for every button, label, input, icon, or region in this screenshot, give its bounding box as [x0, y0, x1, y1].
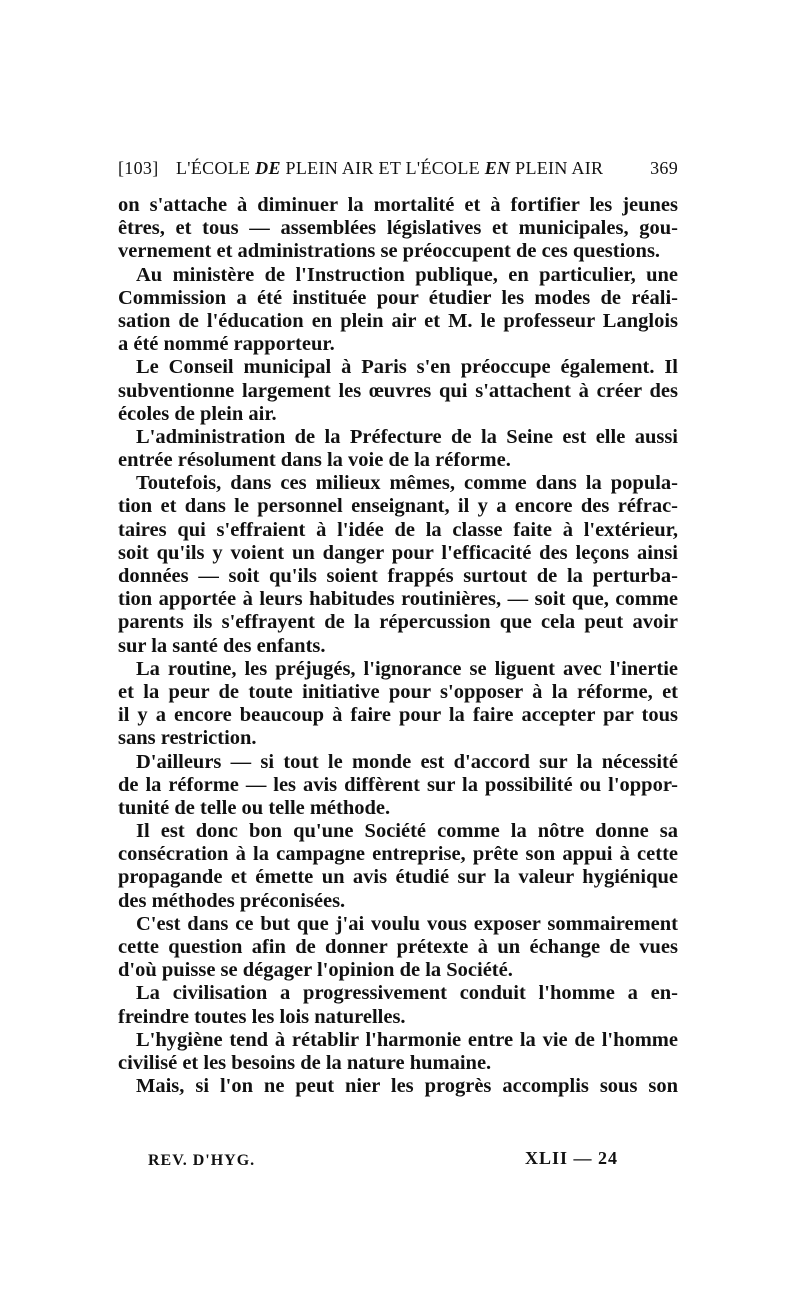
- text-line: freindre toutes les lois naturelles.: [118, 1005, 406, 1028]
- text-line: Le Conseil municipal à Paris s'en préoccupe également. Il: [136, 356, 678, 379]
- running-title: L'ÉCOLE DE PLEIN AIR ET L'ÉCOLE EN PLEIN AIR: [176, 158, 604, 178]
- text-line: Mais, si l'on ne peut nier les progrès accomplis sous son: [136, 1075, 678, 1098]
- text-line: et la peur de toute initiative pour s'opposer à la réforme, et: [118, 680, 678, 703]
- text-line: propagande et émette un avis étudié sur la valeur hygiénique: [118, 866, 678, 889]
- text-line: L'administration de la Préfecture de la Seine est elle aussi: [136, 425, 678, 448]
- text-line: sur la santé des enfants.: [118, 634, 326, 657]
- text-line: il y a encore beaucoup à faire pour la faire accepter par tous: [118, 704, 678, 727]
- text-line: civilisé et les besoins de la nature humaine.: [118, 1051, 492, 1074]
- text-line: C'est dans ce but que j'ai voulu vous exposer sommairement: [136, 912, 678, 935]
- text-line: cette question afin de donner prétexte à un échange de vues: [118, 936, 678, 958]
- text-line: D'ailleurs — si tout le monde est d'accord sur la nécessité: [136, 750, 678, 773]
- page-footer: [148, 1148, 618, 1176]
- section-reference: [103]: [118, 158, 159, 178]
- text-line: a été nommé rapporteur.: [118, 333, 335, 356]
- text-line: soit qu'ils y voient un danger pour l'efficacité des leçons ainsi: [118, 541, 678, 564]
- text-line: tion et dans le personnel enseignant, il y a encore des réfrac-: [118, 495, 678, 518]
- body-text: [118, 194, 678, 1098]
- text-line: écoles de plein air.: [118, 402, 277, 425]
- text-line: Il est donc bon qu'une Société comme la nôtre donne sa: [136, 820, 678, 843]
- text-line: on s'attache à diminuer la mortalité et à fortifier les jeunes: [118, 194, 678, 216]
- text-line: données — soit qu'ils soient frappés surtout de la perturba-: [118, 565, 678, 587]
- text-line: Au ministère de l'Instruction publique, en particulier, une: [136, 263, 678, 286]
- text-line: des méthodes préconisées.: [118, 889, 346, 912]
- text-line: Commission a été instituée pour étudier les modes de réali-: [118, 286, 678, 309]
- text-line: vernement et administrations se préoccupent de ces questions.: [118, 240, 661, 263]
- text-line: êtres, et tous — assemblées législatives et municipales, gou-: [118, 217, 678, 240]
- text-line: d'où puisse se dégager l'opinion de la Société.: [118, 959, 513, 982]
- text-line: de la réforme — les avis diffèrent sur la possibilité ou l'oppor-: [118, 773, 678, 796]
- text-line: La civilisation a progressivement conduit l'homme a en-: [136, 982, 678, 1005]
- text-line: sans restriction.: [118, 727, 257, 750]
- text-line: sation de l'éducation en plein air et M. le professeur Langlois: [118, 309, 678, 332]
- text-line: entrée résolument dans la voie de la réforme.: [118, 449, 511, 472]
- text-line: Toutefois, dans ces milieux mêmes, comme dans la popula-: [136, 472, 678, 495]
- text-line: L'hygiène tend à rétablir l'harmonie entre la vie de l'homme: [136, 1028, 678, 1051]
- text-line: parents ils s'effrayent de la répercussion que cela peut avoir: [118, 611, 678, 634]
- running-header: [118, 158, 678, 186]
- text-line: taires qui s'effraient à l'idée de la classe faite à l'extérieur,: [118, 518, 678, 541]
- text-line: consécration à la campagne entreprise, prête son appui à cette: [118, 843, 678, 866]
- text-line: tunité de telle ou telle méthode.: [118, 796, 391, 819]
- text-line: tion apportée à leurs habitudes routinières, — soit que, comme: [118, 588, 678, 611]
- text-line: La routine, les préjugés, l'ignorance se liguent avec l'inertie: [136, 657, 678, 680]
- volume-signature: XLII — 24: [524, 1148, 618, 1168]
- journal-signature: REV. D'HYG.: [148, 1152, 256, 1169]
- text-line: subventionne largement les œuvres qui s'attachent à créer des: [118, 379, 678, 402]
- page-number: 369: [650, 158, 678, 178]
